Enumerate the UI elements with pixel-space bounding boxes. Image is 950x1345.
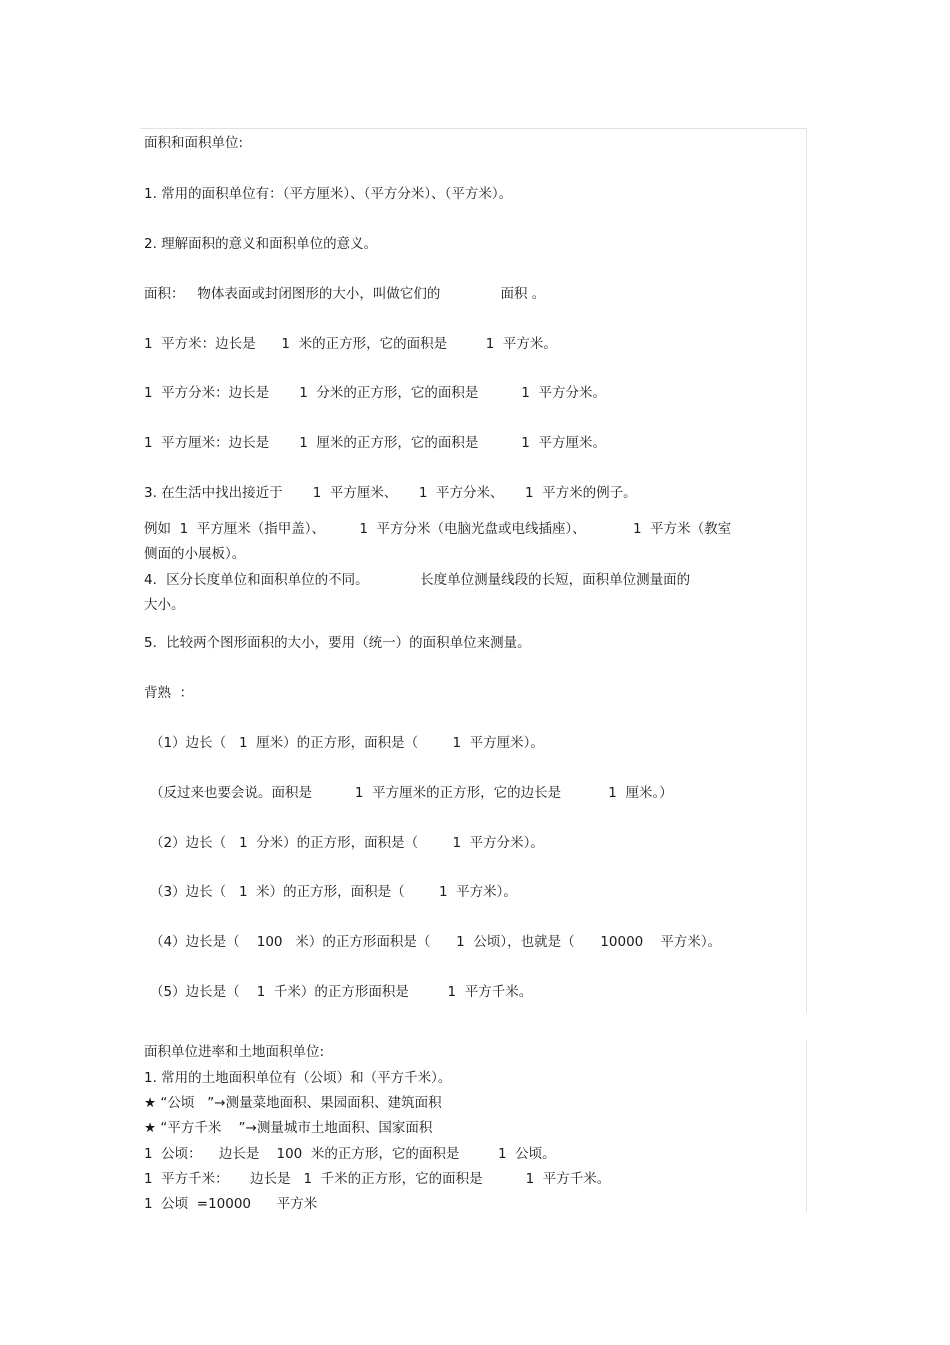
- text-line: 1 平方米：边长是 1 米的正方形，它的面积是 1 平方米。: [144, 336, 557, 352]
- text-line: 大小。: [144, 597, 185, 613]
- memorize-item: （5）边长是（ 1 千米）的正方形面积是 1 平方千米。: [150, 984, 533, 1000]
- memorize-item: （1）边长（ 1 厘米）的正方形，面积是（ 1 平方厘米）。: [150, 735, 544, 751]
- text-line: ★ “公顷 ”→测量菜地面积、果园面积、建筑面积: [144, 1095, 442, 1111]
- text-line: 侧面的小展板）。: [144, 546, 246, 562]
- section-title: 面积和面积单位:: [144, 135, 244, 151]
- text-line: 5．比较两个图形面积的大小，要用（统一）的面积单位来测量。: [144, 635, 531, 651]
- text-line: 1 公顷： 边长是 100 米的正方形，它的面积是 1 公顷。: [144, 1146, 556, 1162]
- text-line: 3. 在生活中找出接近于 1 平方厘米、 1 平方分米、 1 平方米的例子。: [144, 485, 637, 501]
- text-line: 1 平方厘米：边长是 1 厘米的正方形，它的面积是 1 平方厘米。: [144, 435, 606, 451]
- text-line: 面积： 物体表面或封闭图形的大小，叫做它们的 面积 。: [144, 286, 546, 302]
- memorize-item: （3）边长（ 1 米）的正方形，面积是（ 1 平方米）。: [150, 884, 517, 900]
- text-line: 1. 常用的土地面积单位有（公顷）和（平方千米）。: [144, 1070, 452, 1086]
- text-line: 例如 1 平方厘米（指甲盖）、 1 平方分米（电脑光盘或电线插座）、 1 平方米（教室: [144, 521, 732, 537]
- text-line: 4．区分长度单位和面积单位的不同。 长度单位测量线段的长短，面积单位测量面的: [144, 572, 691, 588]
- memorize-item: （反过来也要会说。面积是 1 平方厘米的正方形，它的边长是 1 厘米。）: [150, 785, 673, 801]
- section-title: 面积单位进率和土地面积单位:: [144, 1044, 325, 1060]
- text-line: 2. 理解面积的意义和面积单位的意义。: [144, 236, 378, 252]
- memorize-heading: 背熟 ：: [144, 685, 194, 701]
- memorize-item: （4）边长是（ 100 米）的正方形面积是（ 1 公顷），也就是（ 10000 平方米）。: [150, 934, 722, 950]
- text-line: 1 公顷 =10000 平方米: [144, 1196, 318, 1212]
- text-line: 1 平方分米：边长是 1 分米的正方形，它的面积是 1 平方分米。: [144, 385, 606, 401]
- text-line: 1. 常用的面积单位有：（平方厘米）、（平方分米）、（平方米）。: [144, 186, 513, 202]
- text-line: ★ “平方千米 ”→测量城市土地面积、国家面积: [144, 1120, 433, 1136]
- memorize-item: （2）边长（ 1 分米）的正方形，面积是（ 1 平方分米）。: [150, 835, 544, 851]
- text-line: 1 平方千米： 边长是 1 千米的正方形，它的面积是 1 平方千米。: [144, 1171, 611, 1187]
